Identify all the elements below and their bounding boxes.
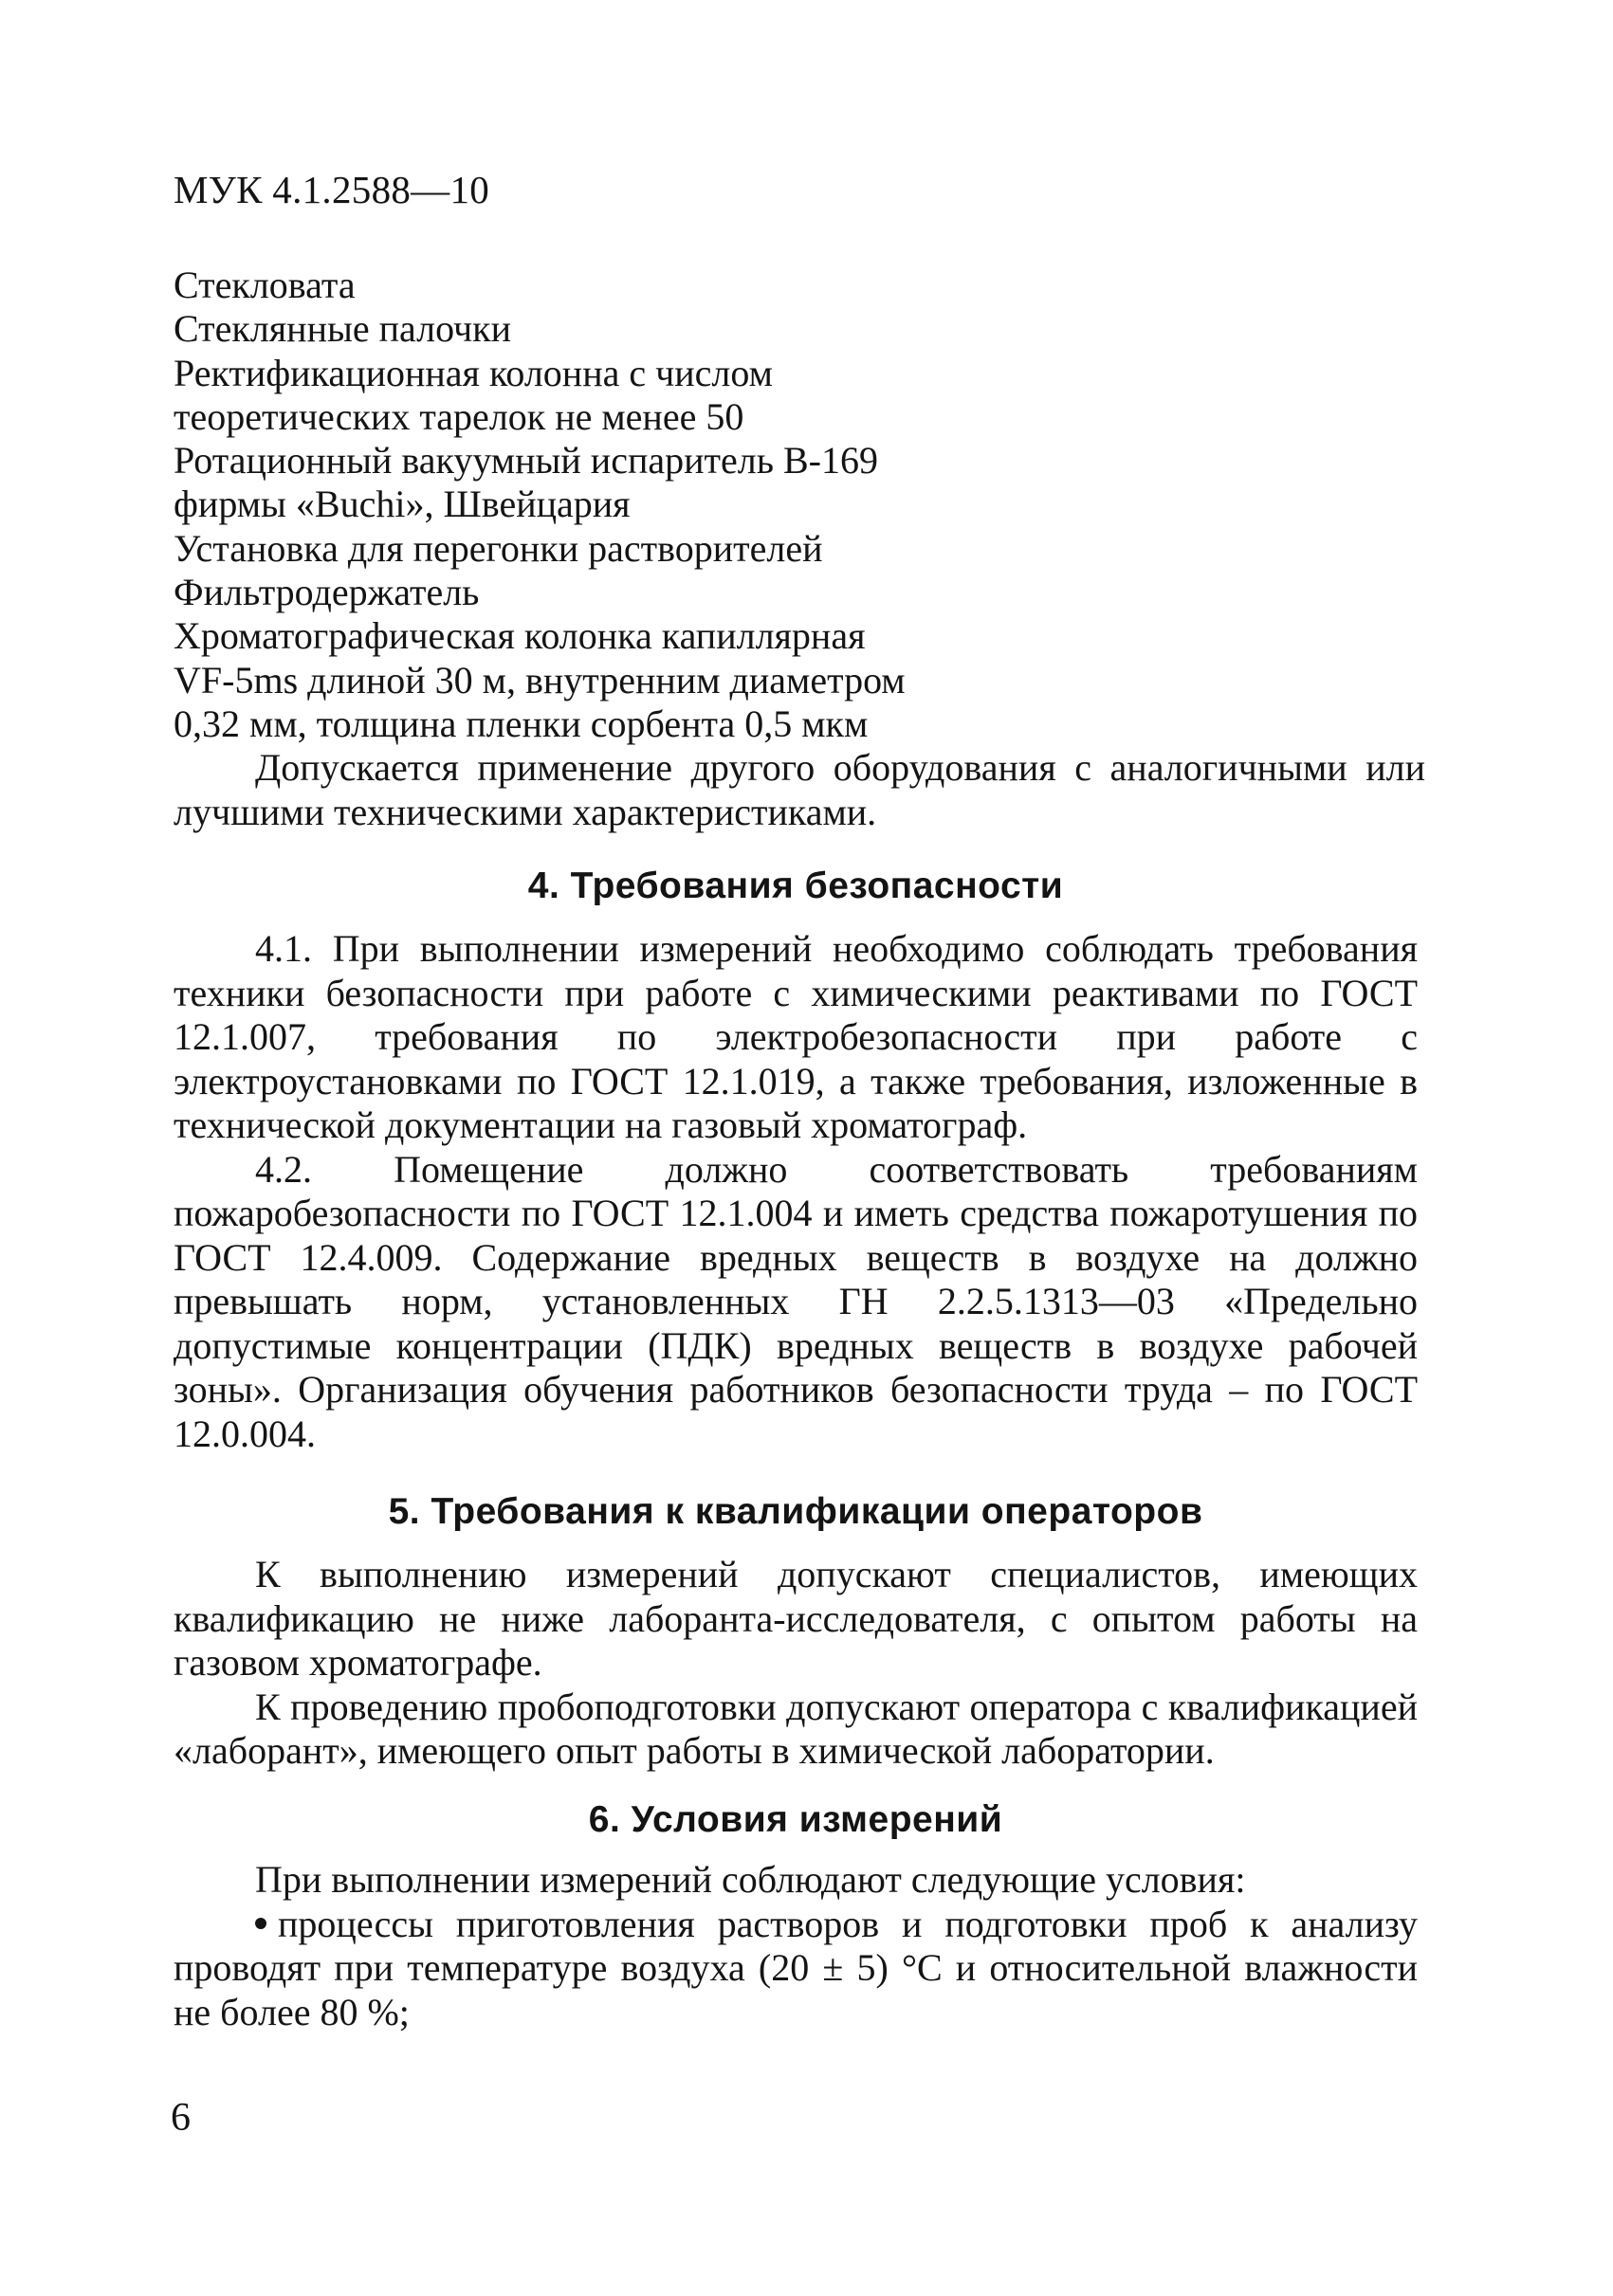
equipment-item: 0,32 мм, толщина пленки сорбента 0,5 мкм: [174, 702, 869, 745]
paragraph-5-2: К проведению пробоподготовки допускают оператора с квалификацией «лаборант», имеющего опыт работы в химической лаборатории.: [174, 1685, 1418, 1772]
bullet-6-1: [174, 1903, 1418, 2035]
equipment-item: Стекловата: [174, 264, 356, 306]
equipment-item: Установка для перегонки растворителей: [174, 526, 823, 570]
equipment-note: Допускается применение другого оборудования с аналогичными или лучшими техническими характеристиками.: [174, 746, 1425, 833]
equipment-item: VF-5ms длиной 30 м, внутренним диаметром: [174, 658, 906, 702]
section-4-heading: 4. Требования безопасности: [527, 866, 1064, 906]
equipment-item: Ректификационная колонна с числом: [174, 351, 773, 394]
section-5-heading: 5. Требования к квалификации операторов: [388, 1491, 1203, 1532]
equipment-list: [174, 264, 1425, 834]
paragraph-5-1: К выполнению измерений допускают специалистов, имеющих квалификацию не ниже лаборанта-исследователя, с опытом работы на газовом хроматографе.: [174, 1553, 1418, 1684]
equipment-item: теоретических тарелок не менее 50: [174, 394, 744, 438]
equipment-item: Хроматографическая колонка капиллярная: [174, 614, 866, 658]
equipment-item: фирмы «Buchi», Швейцария: [174, 483, 631, 526]
section-6-body: [174, 1858, 1418, 2034]
paragraph-4-1: 4.1. При выполнении измерений необходимо соблюдать требования техники безопасности при работе с химическими реактивами по ГОСТ 12.1.007, требования по электробезопасности при работе с электроустановками по ГОСТ 12.1.019, а также требования, изложенные в технической документации на газовый хроматограф.: [174, 927, 1418, 1146]
paragraph-4-2: 4.2. Помещение должно соответствовать требованиям пожаробезопасности по ГОСТ 12.1.004 и иметь средства пожаротушения по ГОСТ 12.4.009. Содержание вредных веществ в воздухе на должно превышать норм, установленных ГН 2.2.5.1313—03 «Предельно допустимые концентрации (ПДК) вредных веществ в воздухе рабочей зоны». Организация обучения работников безопасности труда – по ГОСТ 12.0.004.: [174, 1147, 1418, 1455]
page-number: 6: [171, 2096, 191, 2140]
section-5-body: [174, 1553, 1418, 1774]
section-4-body: [174, 927, 1418, 1456]
section-6-heading: 6. Условия измерений: [588, 1799, 1003, 1840]
equipment-item: Стеклянные палочки: [174, 307, 512, 351]
equipment-item: Фильтродержатель: [174, 571, 480, 614]
document-code-header: МУК 4.1.2588—10: [174, 168, 490, 211]
paragraph-6-intro: При выполнении измерений соблюдают следующие условия:: [255, 1858, 1246, 1901]
equipment-item: Ротационный вакуумный испаритель В-169: [174, 439, 878, 483]
bullet-text: процессы приготовления растворов и подготовки проб к анализу проводят при температуре воздуха (20 ± 5) °С и относительной влажности не более 80 %;: [174, 1902, 1418, 2033]
bullet-icon: [255, 1918, 266, 1929]
